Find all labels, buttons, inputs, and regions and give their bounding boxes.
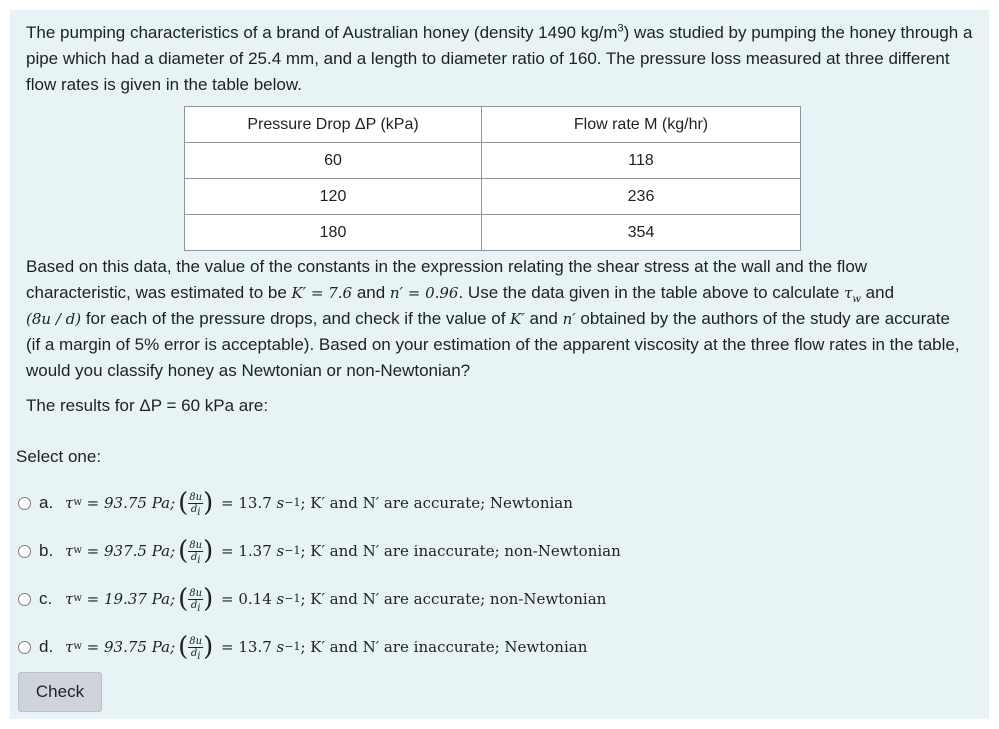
- table-cell: 236: [482, 179, 801, 215]
- table-row: [185, 179, 801, 215]
- tau-symbol: τ: [844, 284, 853, 302]
- tau-symbol: τ: [65, 494, 74, 512]
- table-cell: 180: [185, 215, 482, 251]
- equals: =: [216, 590, 239, 608]
- radio-button[interactable]: [18, 641, 31, 654]
- intro-superscript: 3: [617, 22, 624, 35]
- den-main: d: [190, 551, 198, 563]
- equals: =: [216, 542, 239, 560]
- question-intro: [26, 20, 973, 98]
- fraction-group: ( $\frac{8u}{d_i}$ ): [178, 488, 214, 518]
- unit-s: s: [271, 494, 285, 512]
- option-math: τ w = 93.75 Pa; ( $\frac{8u}{d_i}$ ) = 13.7 s −1 ; K′ and N′ are inaccurate; Newtonian: [65, 632, 588, 662]
- fraction-group: ( $\frac{8u}{d_i}$ ): [178, 584, 214, 614]
- table-cell: 120: [185, 179, 482, 215]
- table-cell: 60: [185, 143, 482, 179]
- unit-s: s: [271, 542, 285, 560]
- equals: =: [216, 638, 239, 656]
- option-letter: d.: [39, 637, 54, 656]
- fraction-numerator: 8u: [189, 539, 203, 551]
- tau-symbol: τ: [65, 638, 74, 656]
- answer-option-b[interactable]: [18, 538, 621, 564]
- answer-option-c[interactable]: [18, 586, 606, 612]
- data-table: [184, 106, 801, 251]
- den-sub: i: [197, 650, 201, 662]
- question-panel: [10, 10, 989, 719]
- k-symbol: K′: [510, 310, 525, 328]
- table-row: [185, 143, 801, 179]
- option-conclusion: ; K′ and N′ are inaccurate; Newtonian: [300, 638, 588, 656]
- option-math: τ w = 93.75 Pa; ( $\frac{8u}{d_i}$ ) = 13.7 s −1 ; K′ and N′ are accurate; Newtonian: [65, 488, 573, 518]
- fraction-numerator: 8u: [189, 635, 203, 647]
- option-math: τ w = 19.37 Pa; ( $\frac{8u}{d_i}$ ) = 0.14 s −1 ; K′ and N′ are accurate; non-Newtonian: [65, 584, 607, 614]
- table-row: [185, 215, 801, 251]
- tau-subscript: w: [852, 294, 861, 305]
- tau-value: 937.5: [103, 542, 147, 560]
- body-and: and: [860, 283, 895, 302]
- body-and: and: [352, 283, 390, 302]
- den-sub: i: [197, 602, 201, 614]
- pa-unit: Pa;: [146, 542, 176, 560]
- den-main: d: [190, 503, 198, 515]
- fraction-denominator: [190, 647, 201, 662]
- equals: =: [81, 542, 104, 560]
- unit-s: s: [271, 638, 285, 656]
- select-one-label: Select one:: [16, 447, 102, 466]
- equals: =: [216, 494, 239, 512]
- fraction-group: ( $\frac{8u}{d_i}$ ): [178, 536, 214, 566]
- intro-text: The pumping characteristics of a brand of Australian honey (density 1490 kg/m: [26, 23, 618, 42]
- den-sub: i: [197, 554, 201, 566]
- den-main: d: [190, 599, 198, 611]
- tau-value: 19.37: [103, 590, 147, 608]
- fraction-numerator: 8u: [189, 587, 203, 599]
- answer-option-d[interactable]: [18, 634, 587, 660]
- body-text-b: . Use the data given in the table above to calculate: [458, 283, 845, 302]
- equals: =: [81, 590, 104, 608]
- radio-button[interactable]: [18, 593, 31, 606]
- shear-rate-expression: (8u / d): [26, 310, 82, 328]
- check-button[interactable]: Check: [18, 672, 102, 712]
- table-header-pressure: Pressure Drop ΔP (kPa): [185, 107, 482, 143]
- tau-symbol: τ: [65, 590, 74, 608]
- body-text-d: obtained by the authors of the study are accurate (if a margin of 5% error is acceptable). Based on your estimation of the apparent viscosity at the three flow rates in the table, would you classify honey as Newtonian or non-Newtonian?: [26, 309, 960, 380]
- option-letter: c.: [39, 589, 53, 608]
- tau-value: 93.75: [103, 638, 147, 656]
- equals: =: [81, 494, 104, 512]
- option-conclusion: ; K′ and N′ are accurate; Newtonian: [300, 494, 573, 512]
- table-cell: 354: [482, 215, 801, 251]
- fraction-denominator: [190, 503, 201, 518]
- option-conclusion: ; K′ and N′ are accurate; non-Newtonian: [300, 590, 607, 608]
- answer-option-a[interactable]: [18, 490, 573, 516]
- unit-s: s: [271, 590, 285, 608]
- rate-value: 0.14: [238, 590, 272, 608]
- option-math: τ w = 937.5 Pa; ( $\frac{8u}{d_i}$ ) = 1.37 s −1 ; K′ and N′ are inaccurate; non-Newtonian: [65, 536, 621, 566]
- option-letter: a.: [39, 493, 54, 512]
- tau-symbol: τ: [65, 542, 74, 560]
- option-conclusion: ; K′ and N′ are inaccurate; non-Newtonian: [300, 542, 621, 560]
- fraction-numerator: 8u: [189, 491, 203, 503]
- table-cell: 118: [482, 143, 801, 179]
- question-body: [26, 254, 966, 384]
- pa-unit: Pa;: [146, 494, 176, 512]
- option-letter: b.: [39, 541, 54, 560]
- fraction-denominator: [190, 551, 201, 566]
- rate-value: 13.7: [238, 494, 272, 512]
- den-main: d: [190, 647, 198, 659]
- k-expression: K′ = 7.6: [291, 284, 353, 302]
- tau-value: 93.75: [103, 494, 147, 512]
- results-prompt: The results for ΔP = 60 kPa are:: [26, 396, 269, 415]
- table-header-row: [185, 107, 801, 143]
- rate-value: 13.7: [238, 638, 272, 656]
- equals: =: [81, 638, 104, 656]
- fraction-group: ( $\frac{8u}{d_i}$ ): [178, 632, 214, 662]
- intro-rest-text: ) was studied by pumping the honey through a pipe which had a diameter of 25.4 mm, and a length to diameter ratio of 160. The pressure loss measured at three different flow rates is given in the table below.: [26, 23, 973, 94]
- body-text-a: Based on this data, the value of the constants in the expression relating the shear stress at the wall and the flow characteristic, was estimated to be: [26, 257, 868, 302]
- table-header-flow: Flow rate M (kg/hr): [482, 107, 801, 143]
- radio-button[interactable]: [18, 497, 31, 510]
- body-and: and: [524, 309, 563, 328]
- tau-w-symbol: [844, 284, 861, 305]
- n-expression: n′ = 0.96: [389, 284, 459, 302]
- fraction-denominator: [190, 599, 201, 614]
- pa-unit: Pa;: [146, 590, 176, 608]
- pa-unit: Pa;: [146, 638, 176, 656]
- den-sub: i: [197, 506, 201, 518]
- radio-button[interactable]: [18, 545, 31, 558]
- n-symbol: n′: [562, 310, 576, 328]
- body-text-c: for each of the pressure drops, and check if the value of: [81, 309, 511, 328]
- rate-value: 1.37: [238, 542, 272, 560]
